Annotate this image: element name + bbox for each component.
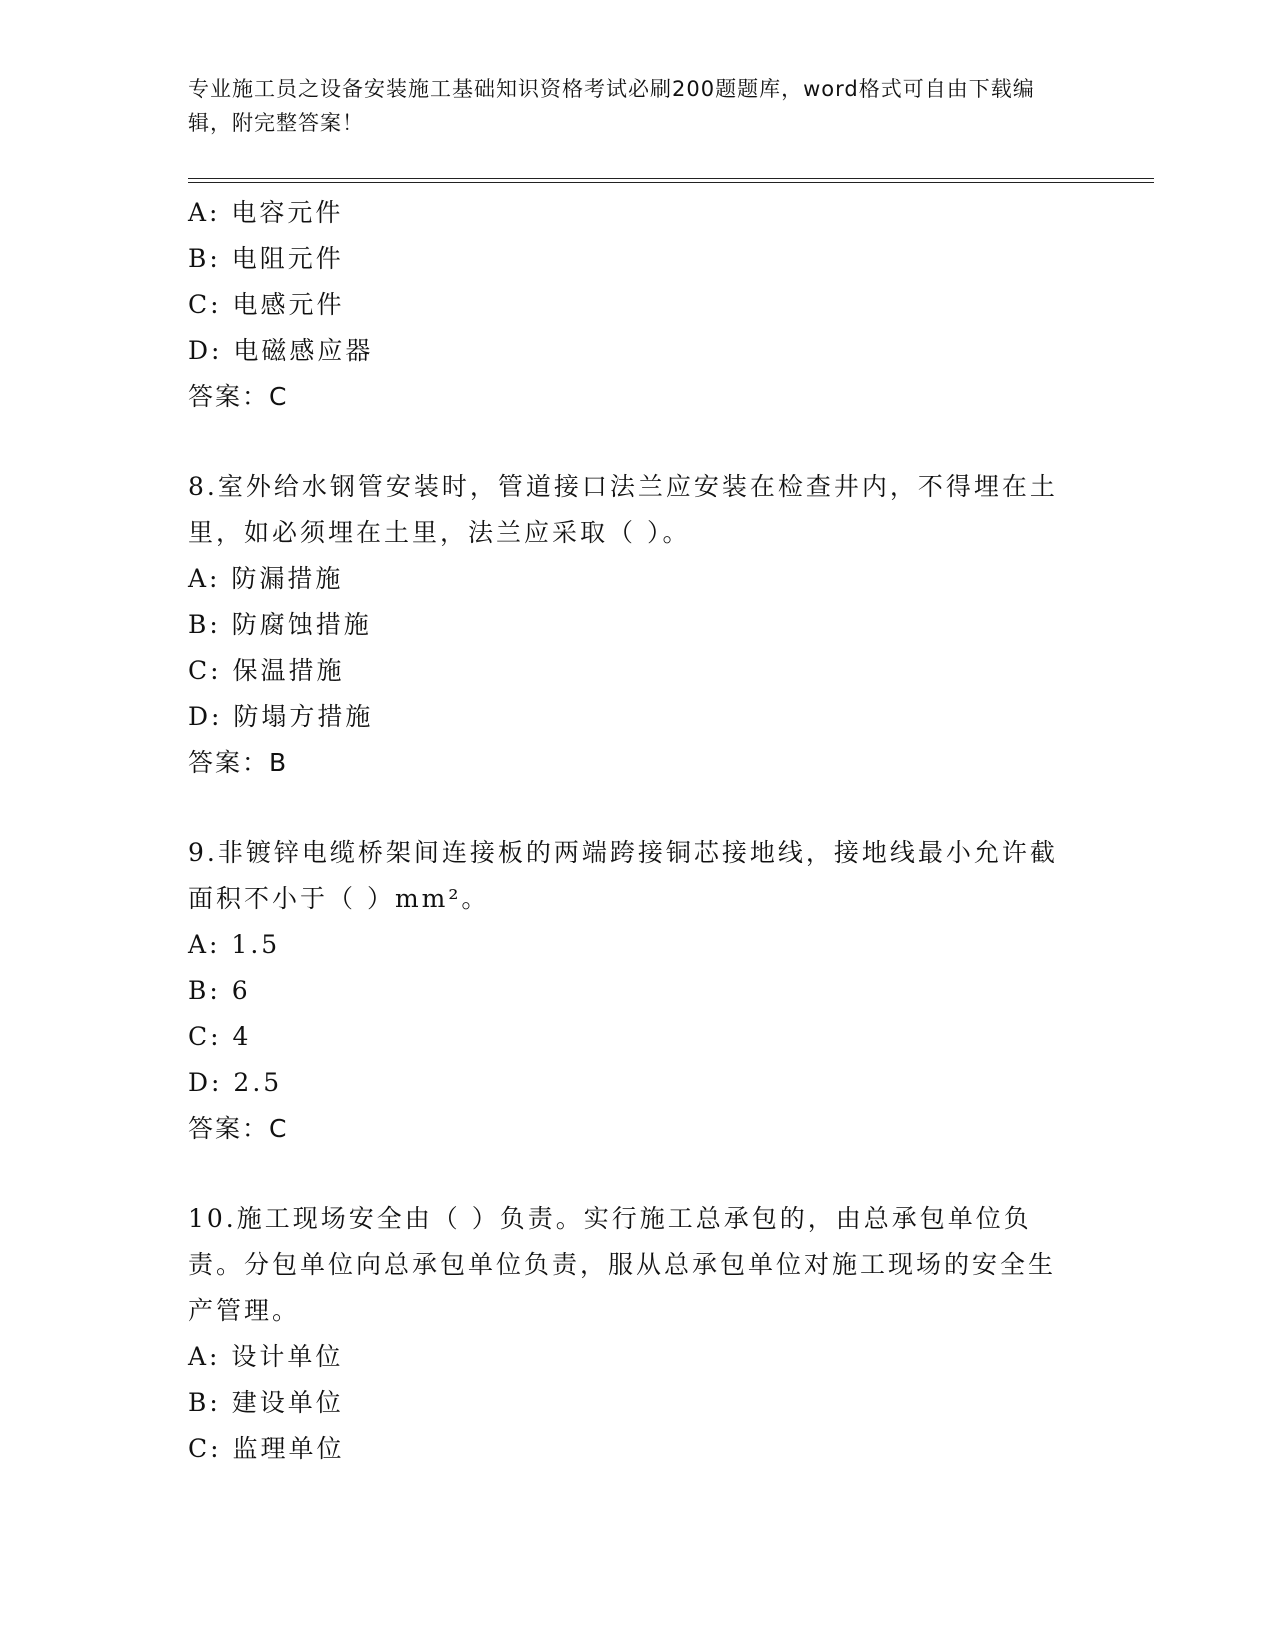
document-title: 专业施工员之设备安装施工基础知识资格考试必刷200题题库，word格式可自由下载编辑，附完整答案！ (188, 77, 1035, 135)
option-c: C: 电感元件 (188, 290, 345, 319)
option-d: D: 防塌方措施 (188, 702, 374, 731)
answer: 答案：C (188, 382, 289, 411)
option-a: A: 1.5 (188, 930, 281, 959)
answer: 答案：C (188, 1114, 289, 1143)
question-list (188, 190, 1068, 1472)
option-c: C: 监理单位 (188, 1434, 345, 1463)
option-c: C: 保温措施 (188, 656, 345, 685)
option-d: D: 电磁感应器 (188, 336, 374, 365)
header-divider-bottom (188, 182, 1154, 183)
answer: 答案：B (188, 748, 289, 777)
option-d: D: 2.5 (188, 1068, 283, 1097)
option-a: A: 设计单位 (188, 1342, 344, 1371)
header-divider-top (188, 178, 1154, 179)
question-stem: 8.室外给水钢管安装时，管道接口法兰应安装在检查井内，不得埋在土里，如必须埋在土里，法兰应采取（ ）。 (188, 472, 1058, 547)
option-b: B: 建设单位 (188, 1388, 344, 1417)
question-10 (188, 1196, 1068, 1472)
option-b: B: 防腐蚀措施 (188, 610, 372, 639)
option-a: A: 电容元件 (188, 198, 344, 227)
question-7-partial (188, 190, 1068, 420)
question-8 (188, 464, 1068, 786)
option-b: B: 电阻元件 (188, 244, 344, 273)
question-stem: 9.非镀锌电缆桥架间连接板的两端跨接铜芯接地线，接地线最小允许截面积不小于（ ）mm²。 (188, 838, 1058, 913)
document-header (188, 72, 1068, 140)
question-stem: 10.施工现场安全由（ ）负责。实行施工总承包的，由总承包单位负责。分包单位向总承包单位负责，服从总承包单位对施工现场的安全生产管理。 (188, 1204, 1057, 1325)
option-c: C: 4 (188, 1022, 252, 1051)
option-a: A: 防漏措施 (188, 564, 344, 593)
option-b: B: 6 (188, 976, 251, 1005)
question-9 (188, 830, 1068, 1152)
